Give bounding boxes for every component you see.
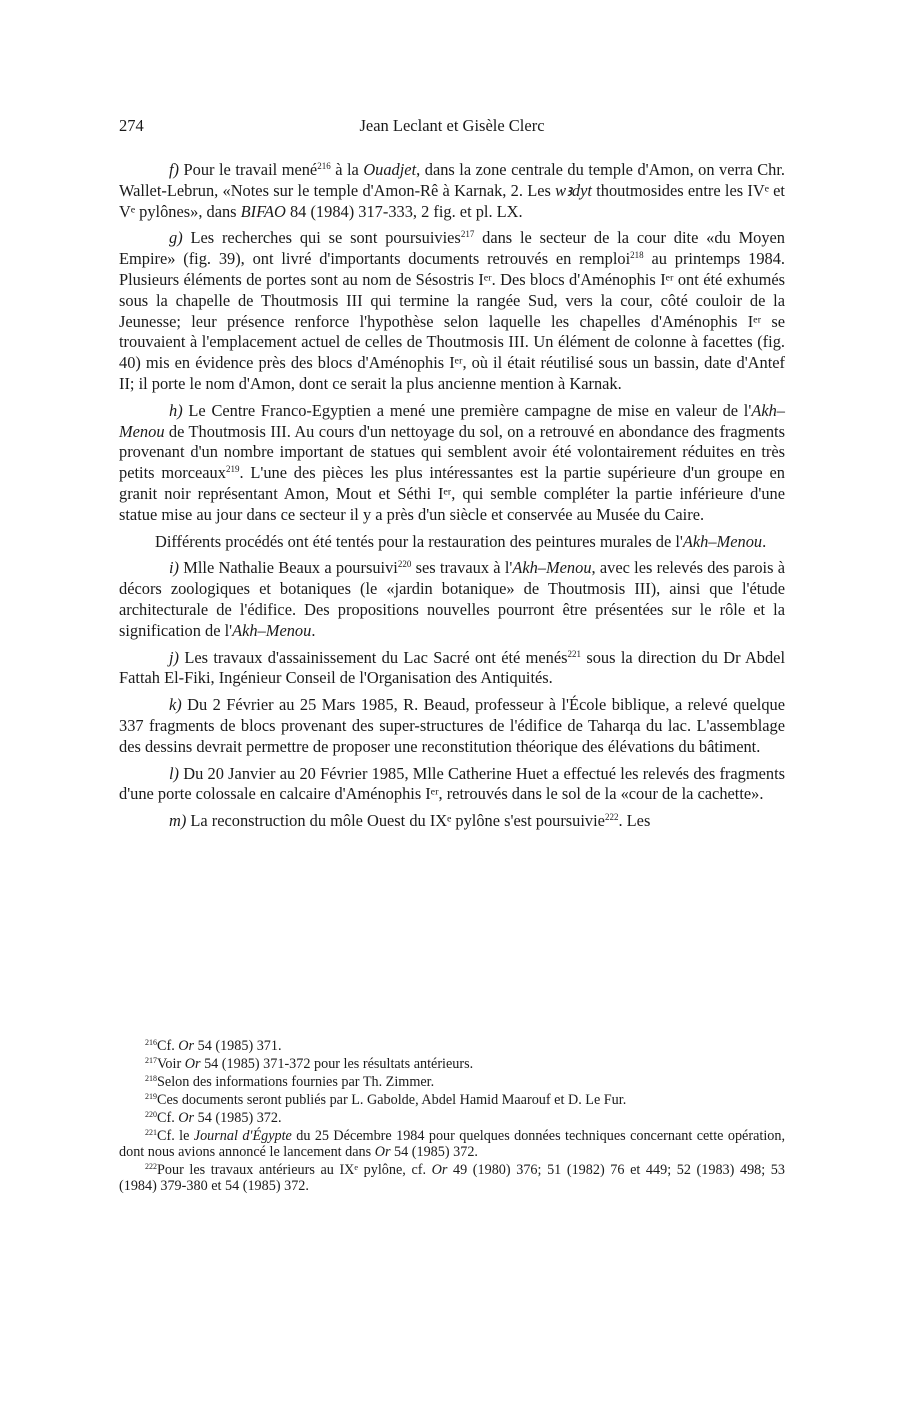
footnote-216: $^{216}$Cf. Or 54 (1985) 371.	[145, 1038, 282, 1054]
paragraph-label: h)	[169, 400, 183, 420]
paragraph-h: h) Le Centre Franco-Egyptien a mené une première campagne de mise en valeur de l'Akh–Menou de Thoutmosis III. Au cours d'un nettoyage du sol, on a retrouvé en abondance des fragments provenant d'un nombre important de statues qui semblent avoir été volontairement réduites en très petits morceaux$^{219}$. L'une des pièces les plus intéressantes est la partie supérieure d'un groupe en granit noir représentant Amon, Mout et Séthi Iᵉʳ, qui semble compléter la partie inférieure d'une statue mise au jour dans ce secteur il y a près d'un siècle et conservée au Musée du Caire.	[119, 400, 785, 524]
footnote-ref: 218	[630, 250, 644, 261]
paragraph-restauration: Différents procédés ont été tentés pour la restauration des peintures murales de l'Akh–Menou.	[155, 531, 767, 551]
paragraph-label: k)	[169, 695, 182, 715]
running-title: Jean Leclant et Gisèle Clerc	[359, 116, 545, 135]
main-text	[119, 160, 785, 838]
paragraph-f: f) Pour le travail mené$^{216}$ à la Ouadjet, dans la zone centrale du temple d'Amon, on verra Chr. Wallet-Lebrun, «Notes sur le temple d'Amon-Rê à Karnak, 2. Les wꜣdyt thoutmosides entre les IVᵉ et Vᵉ pylônes», dans BIFAO 84 (1984) 317-333, 2 fig. et pl. LX.	[119, 160, 786, 221]
paragraph-m: m) La reconstruction du môle Ouest du IXᵉ pylône s'est poursuivie$^{222}$. Les	[169, 811, 651, 831]
paragraph-label: g)	[169, 228, 183, 248]
paragraph-label: m)	[169, 811, 187, 831]
paragraph-i: i) Mlle Nathalie Beaux a poursuivi$^{220}$ ses travaux à l'Akh–Menou, avec les relevés des parois à décors zoologiques et botaniques (le «jardin botanique» de Thoutmosis III), ainsi que l'étude architecturale de l'édifice. Des propositions nouvelles pourront être présentées sur le rôle et la signification de l'Akh–Menou.	[119, 558, 785, 640]
paragraph-label: i)	[169, 558, 180, 578]
footnotes	[119, 1038, 785, 1196]
footnote-ref: 222	[604, 812, 619, 823]
page-number: 274	[119, 116, 144, 135]
footnote-ref: 220	[397, 559, 412, 570]
footnote-221: $^{221}$Cf. le Journal d'Égypte du 25 Décembre 1984 pour quelques données techniques concernant cette opération, dont nous avions annoncé le lancement dans Or 54 (1985) 372.	[119, 1128, 785, 1160]
paragraph-j: j) Les travaux d'assainissement du Lac Sacré ont été menés$^{221}$ sous la direction du Dr Abdel Fattah El-Fiki, Ingénieur Conseil de l'Organisation des Antiquités.	[119, 647, 786, 688]
footnote-ref: 217	[460, 229, 475, 240]
footnote-217: $^{217}$Voir Or 54 (1985) 371-372 pour les résultats antérieurs.	[145, 1056, 474, 1072]
paragraph-label: f)	[169, 160, 180, 179]
paragraph-label: j)	[169, 647, 180, 667]
paragraph-l: l) Du 20 Janvier au 20 Février 1985, Mlle Catherine Huet a effectué les relevés des fragments d'une porte colossale en calcaire d'Aménophis Iᵉʳ, retrouvés dans le sol de la «cour de la cachette».	[119, 763, 785, 804]
paragraph-k: k) Du 2 Février au 25 Mars 1985, R. Beaud, professeur à l'École biblique, a relevé quelque 337 fragments de blocs provenant des super-structures de l'édifice de Taharqa du lac. L'assemblage des dessins devrait permettre de proposer une reconstitution théorique des élévations du bâtiment.	[119, 695, 785, 756]
footnote-220: $^{220}$Cf. Or 54 (1985) 372.	[145, 1110, 282, 1126]
footnote-ref: 219	[225, 464, 240, 475]
footnote-222: $^{222}$Pour les travaux antérieurs au IXᵉ pylône, cf. Or 49 (1980) 376; 51 (1982) 76 et 449; 52 (1983) 498; 53 (1984) 379-380 et 54 (1985) 372.	[119, 1162, 785, 1194]
paragraph-g: g) Les recherches qui se sont poursuivies$^{217}$ dans le secteur de la cour dite «du Moyen Empire» (fig. 39), ont livré d'importants documents retrouvés en remploi$^{218}$ au printemps 1984. Plusieurs éléments de portes sont au nom de Sésostris Iᵉʳ. Des blocs d'Aménophis Iᵉʳ ont été exhumés sous la chapelle de Thoutmosis III qui termine la rangée Sud, vers la cour, côté couloir de la Jeunesse; leur présence renforce l'hypothèse selon laquelle les chapelles d'Aménophis Iᵉʳ se trouvaient à l'emplacement actuel de celles de Thoutmosis III. Un élément de colonne à facettes (fig. 40) mis en évidence près des blocs d'Aménophis Iᵉʳ, où il était réutilisé sous un bassin, date d'Antef II; il porte le nom d'Amon, dont ce serait la plus ancienne mention à Karnak.	[119, 228, 786, 393]
footnote-ref: 221	[567, 648, 582, 659]
footnote-ref: 216	[317, 161, 331, 171]
footnote-218: $^{218}$Selon des informations fournies par Th. Zimmer.	[145, 1074, 435, 1090]
footnote-219: $^{219}$Ces documents seront publiés par L. Gabolde, Abdel Hamid Maarouf et D. Le Fur.	[145, 1092, 627, 1108]
paragraph-label: l)	[169, 763, 180, 783]
